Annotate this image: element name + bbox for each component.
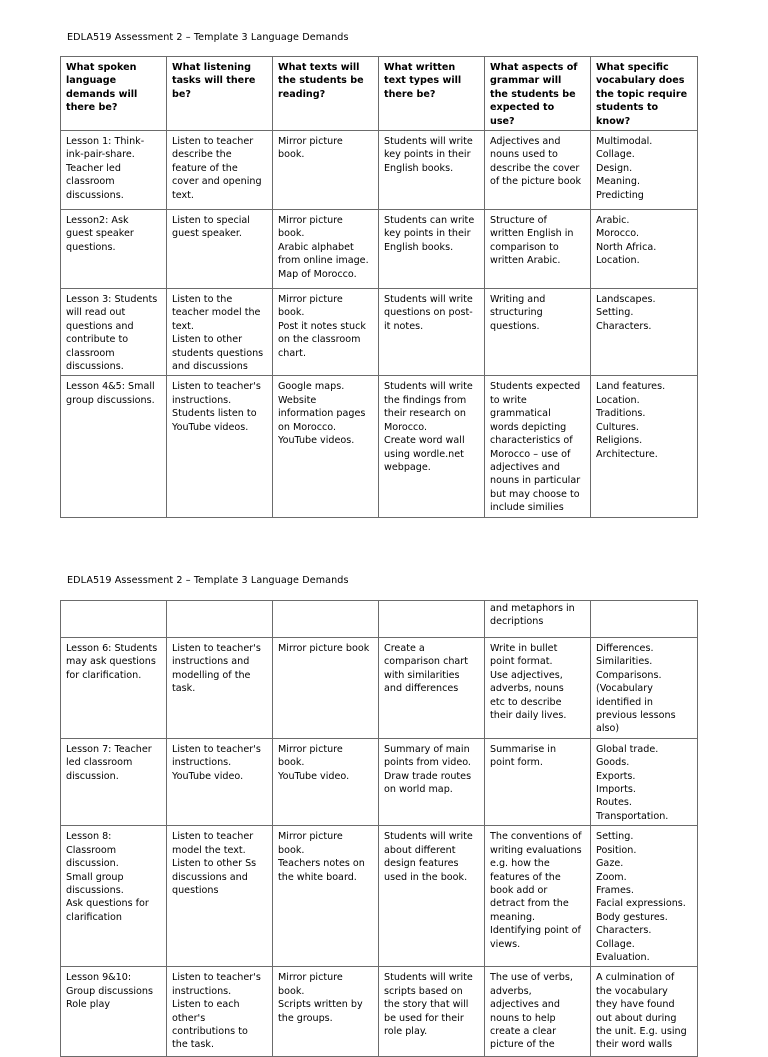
table-cell: Listen to special guest speaker. (167, 210, 273, 289)
table-cell: Land features. Location. Traditions. Cultures. Religions. Architecture. (591, 376, 698, 517)
table-cell: Listen to teacher's instructions. Students listen to YouTube videos. (167, 376, 273, 517)
table-cell: Listen to teacher's instructions. Listen to each other's contributions to the task. (167, 967, 273, 1057)
table-cell: Students will write the findings from their research on Morocco. Create word wall using wordle.net webpage. (379, 376, 485, 517)
table-cell: Lesson 8: Classroom discussion. Small group discussions. Ask questions for clarification (61, 826, 167, 967)
table-cell: Lesson 7: Teacher led classroom discussion. (61, 738, 167, 825)
table-cell: Students will write about different design features used in the book. (379, 826, 485, 967)
header-listening-tasks: What listening tasks will there be? (167, 57, 273, 131)
table-cell: Landscapes. Setting. Characters. (591, 289, 698, 376)
table-cell: Adjectives and nouns used to describe the cover of the picture book (485, 131, 591, 210)
table-cell: Google maps. Website information pages on Morocco. YouTube videos. (273, 376, 379, 517)
table-cell: Summary of main points from video. Draw trade routes on world map. (379, 738, 485, 825)
table-cell: Summarise in point form. (485, 738, 591, 825)
table-cell (167, 601, 273, 638)
table-cell: Arabic. Morocco. North Africa. Location. (591, 210, 698, 289)
table-cell: Multimodal. Collage. Design. Meaning. Predicting (591, 131, 698, 210)
table-cell: Listen to teacher's instructions. YouTube video. (167, 738, 273, 825)
table-cell: A culmination of the vocabulary they have found out about during the unit. E.g. using their word walls (591, 967, 698, 1057)
table-cell: Lesson 9&10: Group discussions Role play (61, 967, 167, 1057)
table-cell: Students will write questions on post- it notes. (379, 289, 485, 376)
language-demands-table-continued (60, 600, 698, 1057)
table-cell: Listen to teacher describe the feature of the cover and opening text. (167, 131, 273, 210)
table-cell: Differences. Similarities. Comparisons. (Vocabulary identified in previous lessons also) (591, 638, 698, 739)
table-cell: Writing and structuring questions. (485, 289, 591, 376)
header-spoken-language: What spoken language demands will there be? (61, 57, 167, 131)
table-cell: and metaphors in decriptions (485, 601, 591, 638)
document-title: EDLA519 Assessment 2 – Template 3 Language Demands (67, 575, 349, 586)
table-cell: Listen to the teacher model the text. Listen to other students questions and discussions (167, 289, 273, 376)
table-cell (61, 601, 167, 638)
table-cell: Students will write key points in their English books. (379, 131, 485, 210)
header-specific-vocabulary: What specific vocabulary does the topic require students to know? (591, 57, 698, 131)
table-cell: Students expected to write grammatical words depicting characteristics of Morocco – use of adjectives and nouns in particular but may choose to include similies (485, 376, 591, 517)
table-row (61, 210, 698, 289)
table-cell (591, 601, 698, 638)
table-row (61, 638, 698, 739)
table-cell: Global trade. Goods. Exports. Imports. Routes. Transportation. (591, 738, 698, 825)
table-cell: Listen to teacher model the text. Listen to other Ss discussions and questions (167, 826, 273, 967)
header-texts-reading: What texts will the students be reading? (273, 57, 379, 131)
table-row (61, 131, 698, 210)
table-cell: Mirror picture book (273, 638, 379, 739)
header-written-text-types: What written text types will there be? (379, 57, 485, 131)
table-cell: The use of verbs, adverbs, adjectives and nouns to help create a clear picture of the (485, 967, 591, 1057)
language-demands-table (60, 56, 698, 518)
table-cell: Mirror picture book. Arabic alphabet from online image. Map of Morocco. (273, 210, 379, 289)
table-cell: Mirror picture book. (273, 131, 379, 210)
table-cell: Setting. Position. Gaze. Zoom. Frames. Facial expressions. Body gestures. Characters. Collage. Evaluation. (591, 826, 698, 967)
table-row (61, 826, 698, 967)
table-header-row (61, 57, 698, 131)
table-cell: Structure of written English in comparison to written Arabic. (485, 210, 591, 289)
table-row (61, 289, 698, 376)
table-cell: Students will write scripts based on the story that will be used for their role play. (379, 967, 485, 1057)
table-continuation-row (61, 601, 698, 638)
table-cell: Lesson 1: Think- ink-pair-share. Teacher led classroom discussions. (61, 131, 167, 210)
table-cell (273, 601, 379, 638)
table-cell: Mirror picture book. Scripts written by the groups. (273, 967, 379, 1057)
table-row (61, 967, 698, 1057)
table-row (61, 738, 698, 825)
document-title: EDLA519 Assessment 2 – Template 3 Language Demands (67, 32, 349, 43)
table-cell: Mirror picture book. Teachers notes on the white board. (273, 826, 379, 967)
table-cell: Write in bullet point format. Use adjectives, adverbs, nouns etc to describe their daily lives. (485, 638, 591, 739)
table-row (61, 376, 698, 517)
table-cell: The conventions of writing evaluations e.g. how the features of the book add or detract from the meaning. Identifying point of views. (485, 826, 591, 967)
table-cell: Create a comparison chart with similarities and differences (379, 638, 485, 739)
header-grammar-aspects: What aspects of grammar will the students be expected to use? (485, 57, 591, 131)
table-cell: Lesson 3: Students will read out questions and contribute to classroom discussions. (61, 289, 167, 376)
table-cell (379, 601, 485, 638)
table-cell: Lesson 4&5: Small group discussions. (61, 376, 167, 517)
table-cell: Students can write key points in their English books. (379, 210, 485, 289)
table-cell: Lesson 6: Students may ask questions for clarification. (61, 638, 167, 739)
table-cell: Lesson2: Ask guest speaker questions. (61, 210, 167, 289)
table-cell: Mirror picture book. Post it notes stuck on the classroom chart. (273, 289, 379, 376)
table-cell: Mirror picture book. YouTube video. (273, 738, 379, 825)
table-cell: Listen to teacher's instructions and modelling of the task. (167, 638, 273, 739)
